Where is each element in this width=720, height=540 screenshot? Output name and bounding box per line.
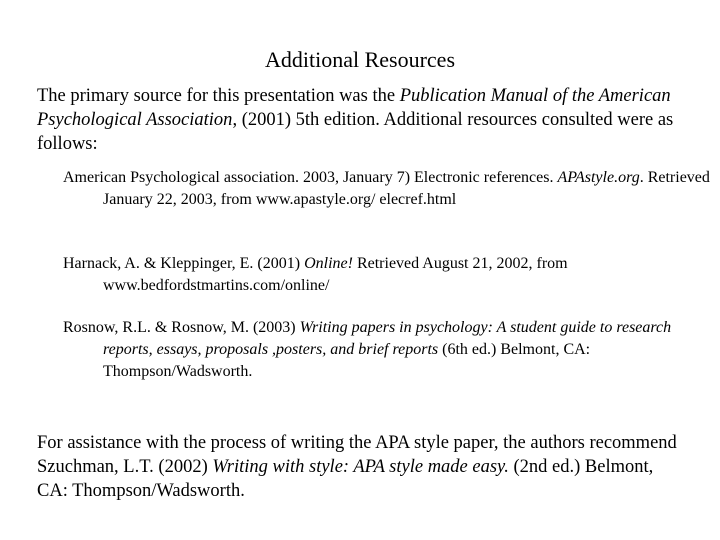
closing-text-end: (2nd ed.) Belmont, CA: Thompson/Wadsworth.	[37, 457, 654, 501]
reference-text-end: . Retrieved January 22, 2003, from www.apastyle.org/ elecref.html	[103, 169, 710, 208]
reference-text-end: (6th ed.) Belmont, CA: Thompson/Wadsworth.	[103, 341, 591, 380]
closing-book-title: Writing with style: APA style made easy.	[212, 457, 509, 477]
intro-text-end: , (2001) 5th edition. Additional resources consulted were as follows:	[37, 110, 674, 154]
reference-text: American Psychological association. 2003, January 7) Electronic references.	[63, 169, 558, 186]
reference-item	[63, 317, 720, 383]
reference-text: Rosnow, R.L. & Rosnow, M. (2003)	[63, 319, 300, 336]
intro-paragraph	[37, 84, 687, 156]
reference-italic: Online!	[304, 255, 353, 272]
closing-paragraph	[37, 431, 687, 503]
reference-item	[63, 253, 720, 297]
reference-item	[63, 167, 720, 211]
intro-source-title: Publication Manual of the American Psychological Association	[37, 86, 671, 130]
closing-text: For assistance with the process of writing the APA style paper, the authors recommend Szuchman, L.T. (2002)	[37, 433, 677, 477]
intro-text: The primary source for this presentation was the	[37, 86, 400, 106]
page-title: Additional Resources	[264, 47, 456, 72]
reference-text: Harnack, A. & Kleppinger, E. (2001)	[63, 255, 305, 272]
reference-italic: Writing papers in psychology: A student guide to research reports, essays, proposals ,posters, and brief reports	[103, 319, 672, 358]
reference-italic: APAstyle.org	[557, 169, 640, 186]
reference-text-end: Retrieved August 21, 2002, from www.bedfordstmartins.com/online/	[103, 255, 568, 294]
